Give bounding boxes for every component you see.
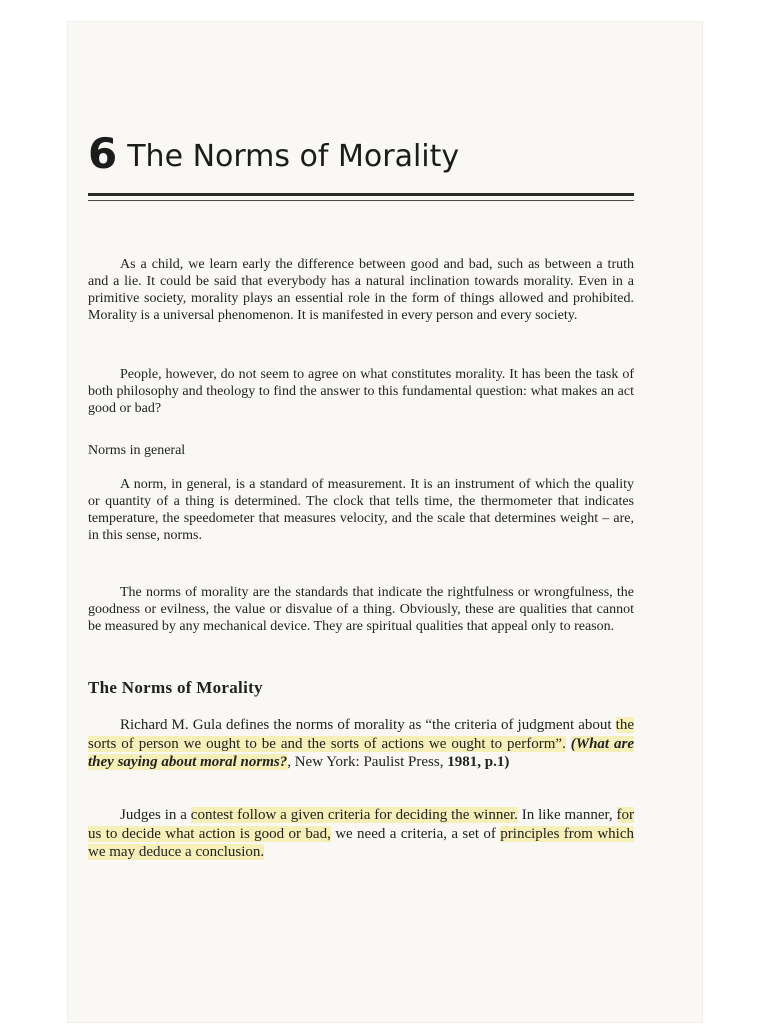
gula-citation-title: (What are they saying about moral norms? xyxy=(88,735,635,770)
intro-paragraph-2: People, however, do not seem to agree on what constitutes morality. It has been the task of both philosophy and theology to find the answer to this fundamental question: what makes an act good or bad? xyxy=(88,367,634,416)
chapter-title-text: The Norms of Morality xyxy=(127,139,460,174)
gula-space xyxy=(566,736,571,752)
intro-paragraph-1: As a child, we learn early the difference between good and bad, such as between a truth and a lie. It could be said that everybody has a natural inclination towards morality. Even in a primitive society, morality plays an essential role in the form of things allowed and prohibited. Morality is a universal phenomenon. It is manifested in every person and every society. xyxy=(88,257,634,323)
norms-general-paragraph-1: A norm, in general, is a standard of measurement. It is an instrument of which the quality or quantity of a thing is determined. The clock that tells time, the thermometer that indicates temperature, the speedometer that measures velocity, and the scale that determines weight – are, in this sense, norms. xyxy=(88,477,634,543)
title-rule-thin xyxy=(88,200,634,201)
norms-general-paragraph-2: The norms of morality are the standards that indicate the rightfulness or wrongfulness, the goodness or evilness, the value or disvalue of a thing. Obviously, these are qualities that cannot be measured by any mechanical device. They are spiritual qualities that appeal only to reason. xyxy=(88,585,634,634)
judges-part-3: we need a criteria, a set of xyxy=(330,825,501,842)
gula-quote-highlight: the sorts of person we ought to be and the sorts of actions we ought to perform”. xyxy=(88,717,634,752)
gula-citation-year-page: 1981, p.1) xyxy=(447,754,510,770)
judges-highlight-1: contest follow a given criteria for deciding the winner. xyxy=(190,807,518,823)
title-rule-thick xyxy=(88,193,634,196)
judges-analogy-paragraph xyxy=(88,806,634,862)
gula-lead-text: Richard M. Gula defines the norms of morality as “the criteria of judgment about xyxy=(120,717,616,733)
judges-highlight-3: principles from which we may deduce a conclusion. xyxy=(88,825,634,860)
section-heading-norms-of-morality: The Norms of Morality xyxy=(88,678,263,697)
gula-citation-publisher: , New York: Paulist Press, xyxy=(287,754,448,770)
chapter-number: 6 xyxy=(88,129,118,178)
gula-definition-paragraph xyxy=(88,716,634,772)
judges-part-2: In like manner, xyxy=(517,807,617,823)
chapter-title xyxy=(88,129,648,179)
judges-part-1: Judges in a xyxy=(120,807,191,823)
section-heading-norms-in-general: Norms in general xyxy=(88,443,186,458)
judges-highlight-2: for us to decide what action is good or bad, xyxy=(88,807,634,842)
